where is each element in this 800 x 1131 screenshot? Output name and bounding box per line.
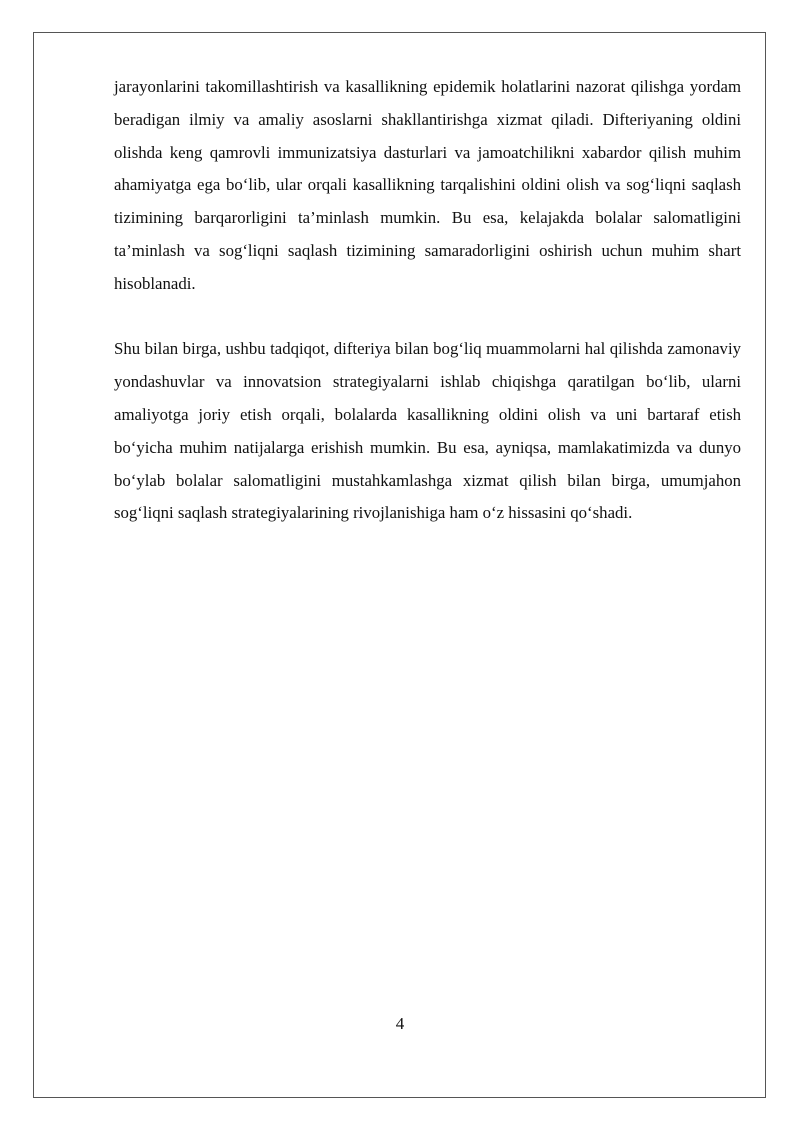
paragraph-1: jarayonlarini takomillashtirish va kasallikning epidemik holatlarini nazorat qilishga yordam beradigan ilmiy va amaliy asoslarni shakllantirishga xizmat qiladi. Difteriyaning oldini olishda keng qamrovli immunizatsiya dasturlari va jamoatchilikni xabardor qilish muhim ahamiyatga ega bo‘lib, ular orqali kasallikning tarqalishini oldini olish va sog‘liqni saqlash tizimining barqarorligini ta’minlash mumkin. Bu esa, kelajakda bolalar salomatligini ta’minlash va sog‘liqni saqlash tizimining samaradorligini oshirish uchun muhim shart hisoblanadi.: [114, 77, 741, 293]
page-number: 4: [395, 1014, 405, 1033]
paragraph-2: Shu bilan birga, ushbu tadqiqot, difteriya bilan bog‘liq muammolarni hal qilishda zamonaviy yondashuvlar va innovatsion strategiyalarni ishlab chiqishga qaratilgan bo‘lib, ularni amaliyotga joriy etish orqali, bolalarda kasallikning oldini olish va uni bartaraf etish bo‘yicha muhim natijalarga erishish mumkin. Bu esa, ayniqsa, mamlakatimizda va dunyo bo‘ylab bolalar salomatligini mustahkamlashga xizmat qilish bilan birga, umumjahon sog‘liqni saqlash strategiyalarining rivojlanishiga ham o‘z hissasini qo‘shadi.: [114, 339, 741, 523]
document-body: [114, 71, 741, 530]
